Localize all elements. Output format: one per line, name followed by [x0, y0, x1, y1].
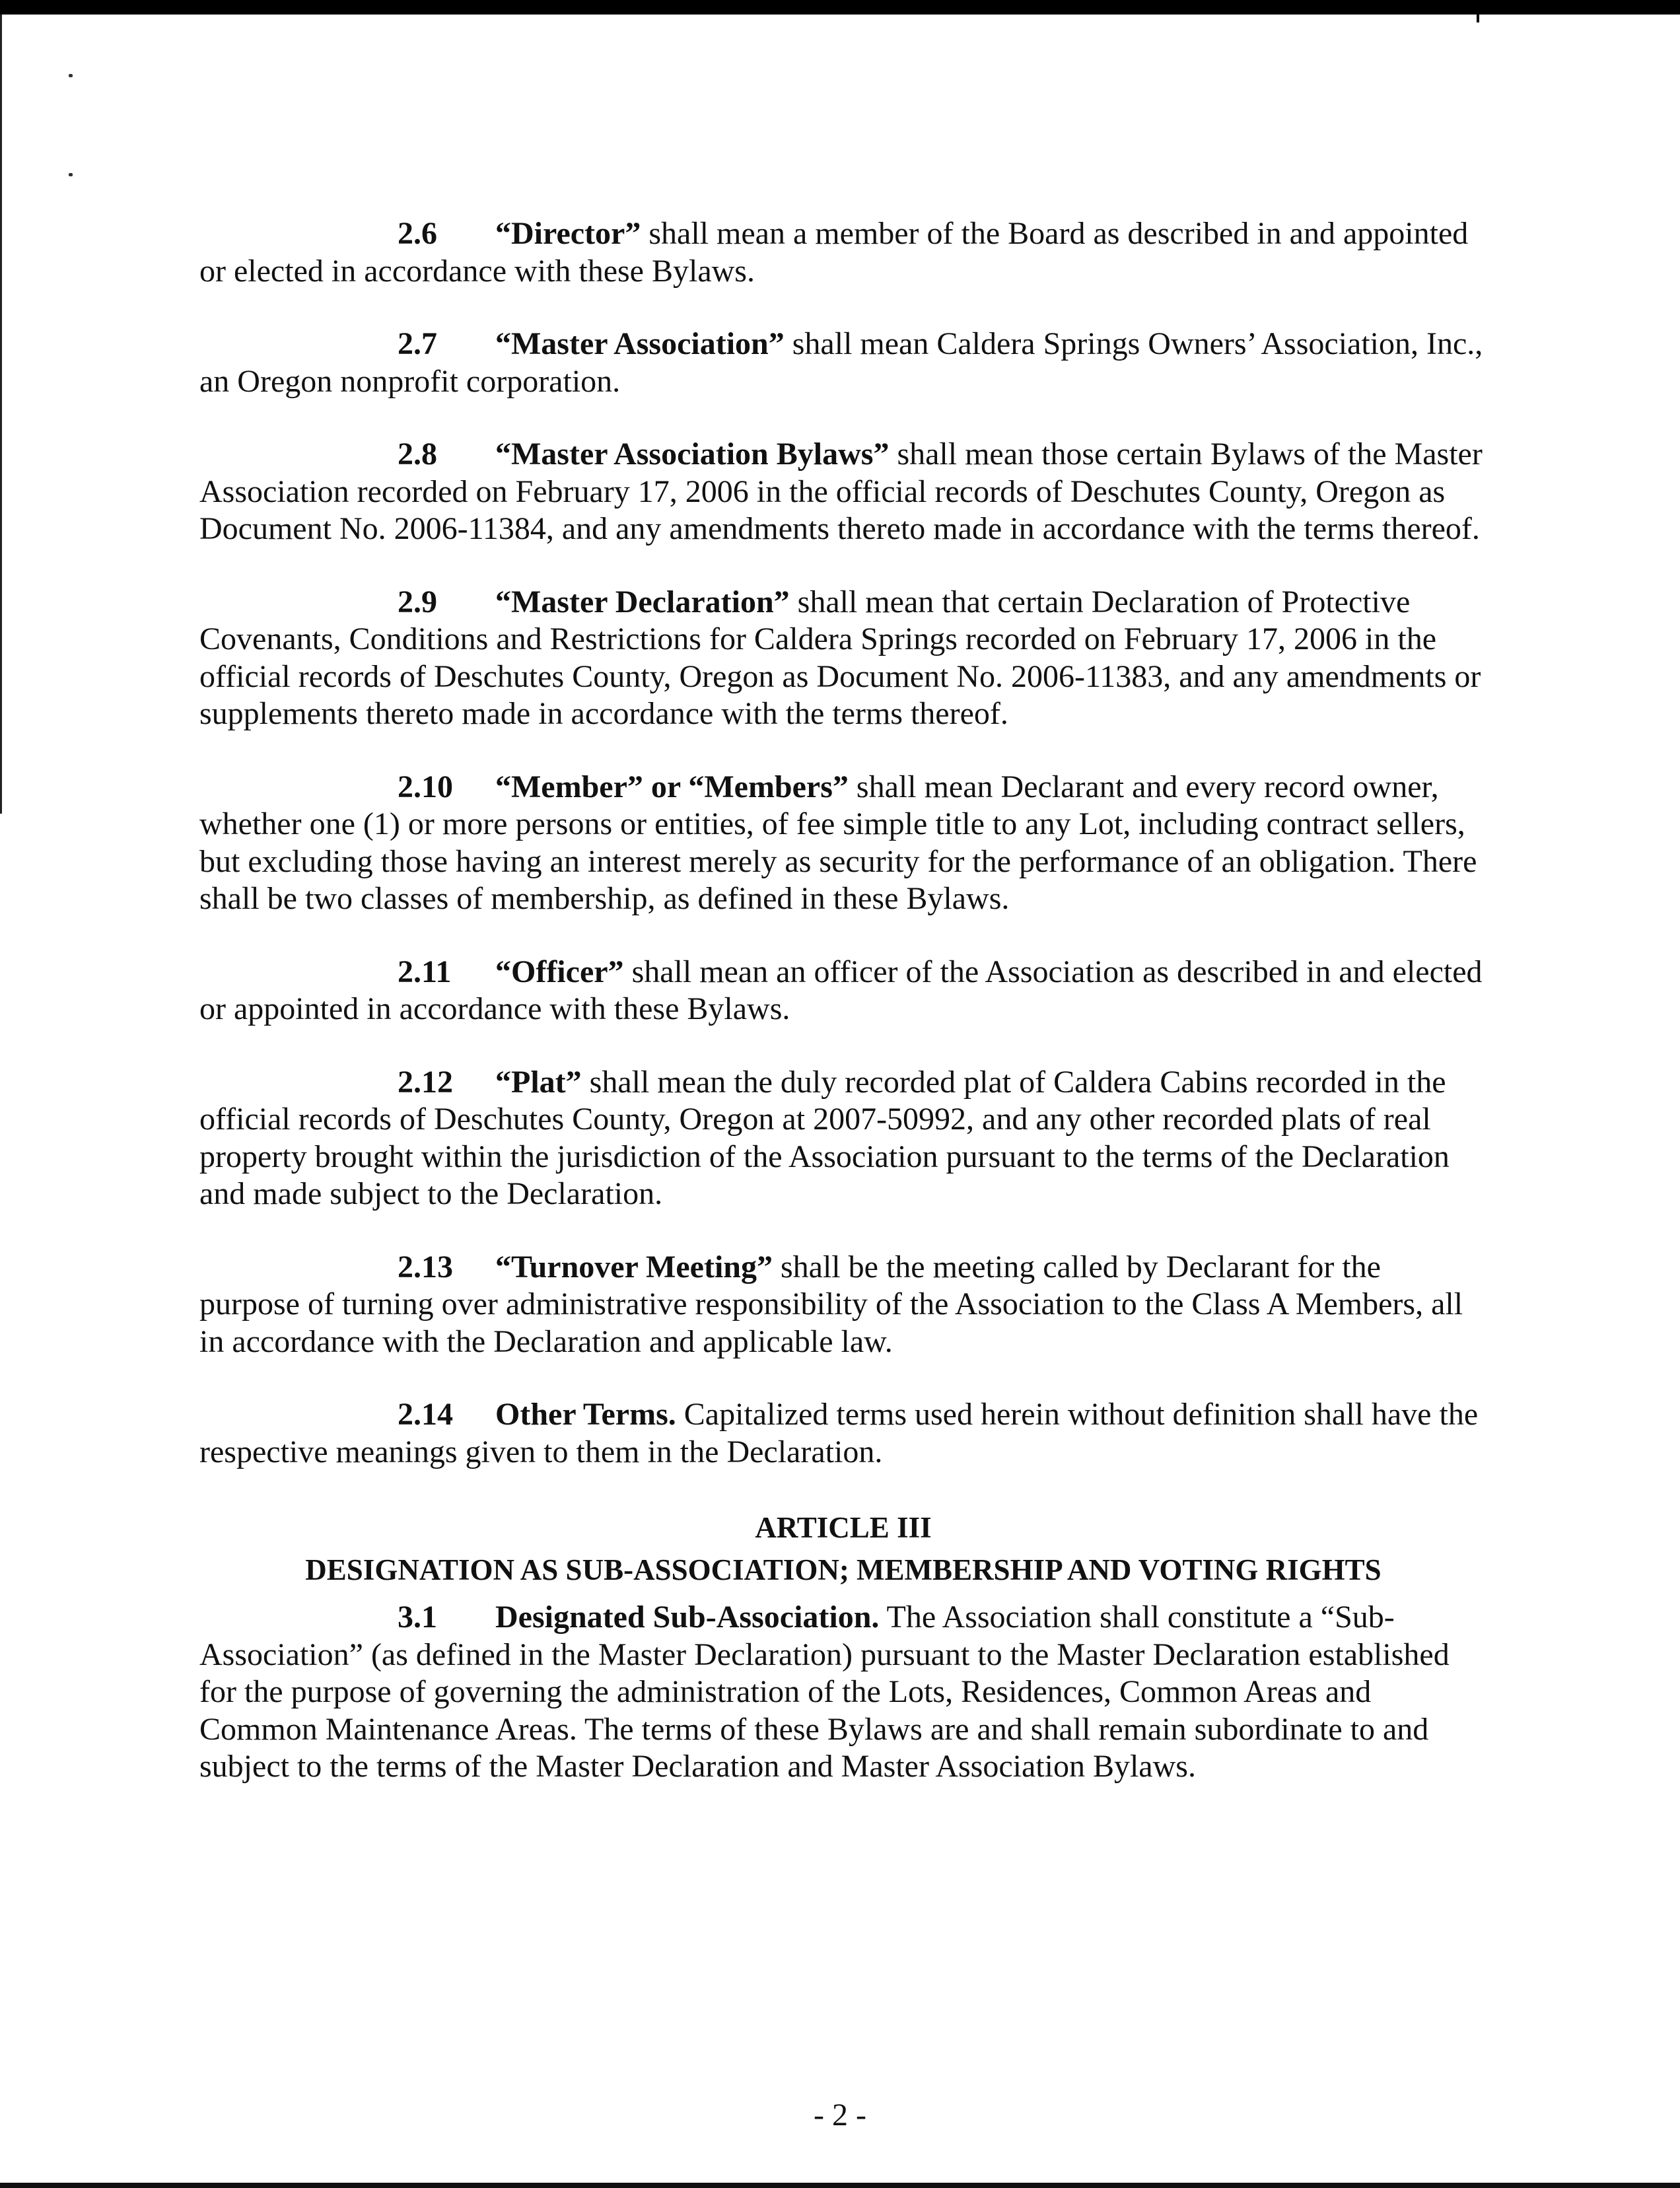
definition-text: shall mean that certain Declaration of Protective Covenants, Conditions and Restrictions for Caldera Springs recorded on February 17, 2006 in the official records of Deschutes County, Oregon as Document No. 2006-11383, and any amendments or supplements thereto made in accordance with the terms thereof.	[199, 584, 1481, 731]
definition-text: shall mean a member of the Board as described in and appointed or elected in accordance with these Bylaws.	[199, 216, 1469, 289]
defined-term: “Officer”	[495, 954, 624, 989]
section-number: 2.8	[398, 437, 437, 472]
section-number: 2.10	[398, 769, 453, 804]
defined-term: “Master Declaration”	[495, 584, 790, 619]
section-3-1	[199, 1599, 1487, 1786]
definition-2-10	[199, 769, 1487, 918]
defined-term: “Director”	[495, 216, 641, 251]
section-number: 2.11	[398, 954, 452, 989]
definition-text: Capitalized terms used herein without definition shall have the respective meanings given to them in the Declaration.	[199, 1397, 1479, 1469]
definition-2-14	[199, 1396, 1487, 1471]
section-number: 2.6	[398, 216, 437, 251]
defined-term: “Turnover Meeting”	[495, 1249, 773, 1285]
defined-term: “Master Association Bylaws”	[495, 437, 890, 472]
definition-2-8	[199, 436, 1487, 548]
section-number: 2.9	[398, 584, 437, 619]
defined-term: “Member” or “Members”	[495, 769, 849, 804]
definition-2-12	[199, 1064, 1487, 1213]
section-heading: Designated Sub-Association.	[495, 1600, 880, 1635]
section-number: 2.13	[398, 1249, 453, 1285]
definition-2-6	[199, 215, 1487, 290]
article-title: DESIGNATION AS SUB-ASSOCIATION; MEMBERSHIP AND VOTING RIGHTS	[305, 1553, 1382, 1586]
article-heading	[199, 1506, 1487, 1591]
definition-text: shall mean Caldera Springs Owners’ Association, Inc., an Oregon nonprofit corporation.	[199, 326, 1483, 399]
scan-left-edge	[0, 15, 2, 814]
scan-speck	[69, 173, 73, 176]
section-number: 2.14	[398, 1397, 453, 1432]
section-number: 2.7	[398, 326, 437, 361]
section-number: 3.1	[398, 1600, 437, 1635]
definition-2-13	[199, 1249, 1487, 1361]
scan-bottom-edge	[0, 2183, 1680, 2188]
definition-2-9	[199, 584, 1487, 733]
defined-term: “Master Association”	[495, 326, 785, 361]
definition-text: shall be the meeting called by Declarant for the purpose of turning over administrative responsibility of the Association to the Class A Members, all in accordance with the Declaration and applicable law.	[199, 1249, 1463, 1359]
definition-text: shall mean an officer of the Association as described in and elected or appointed in accordance with these Bylaws.	[199, 954, 1483, 1026]
section-text: The Association shall constitute a “Sub-Association” (as defined in the Master Declaration) pursuant to the Master Declaration established for the purpose of governing the administration of the Lots, Residences, Common Areas and Common Maintenance Areas. The terms of these Bylaws are and shall remain subordinate to and subject to the terms of the Master Declaration and Master Association Bylaws.	[199, 1600, 1450, 1784]
defined-term: “Plat”	[495, 1064, 582, 1100]
defined-term: Other Terms.	[495, 1397, 676, 1432]
section-number: 2.12	[398, 1064, 453, 1100]
document-body	[199, 215, 1487, 1821]
definition-text: shall mean those certain Bylaws of the Master Association recorded on February 17, 2006 in the official records of Deschutes County, Oregon as Document No. 2006-11384, and any amendments thereto made in accordance with the terms thereof.	[199, 437, 1483, 546]
definition-text: shall mean the duly recorded plat of Caldera Cabins recorded in the official records of Deschutes County, Oregon at 2007-50992, and any other recorded plats of real property brought within the jurisdiction of the Association pursuant to the terms of the Declaration and made subject to the Declaration.	[199, 1064, 1450, 1211]
scan-top-tick	[1477, 0, 1479, 22]
scan-speck	[69, 74, 73, 77]
definition-2-7	[199, 326, 1487, 400]
scan-top-border	[0, 0, 1680, 15]
page-number: - 2 -	[814, 2098, 866, 2133]
definition-text: shall mean Declarant and every record owner, whether one (1) or more persons or entities, of fee simple title to any Lot, including contract sellers, but excluding those having an interest merely as security for the performance of an obligation. There shall be two classes of membership, as defined in these Bylaws.	[199, 769, 1477, 916]
definition-2-11	[199, 954, 1487, 1028]
article-number: ARTICLE III	[755, 1511, 932, 1544]
